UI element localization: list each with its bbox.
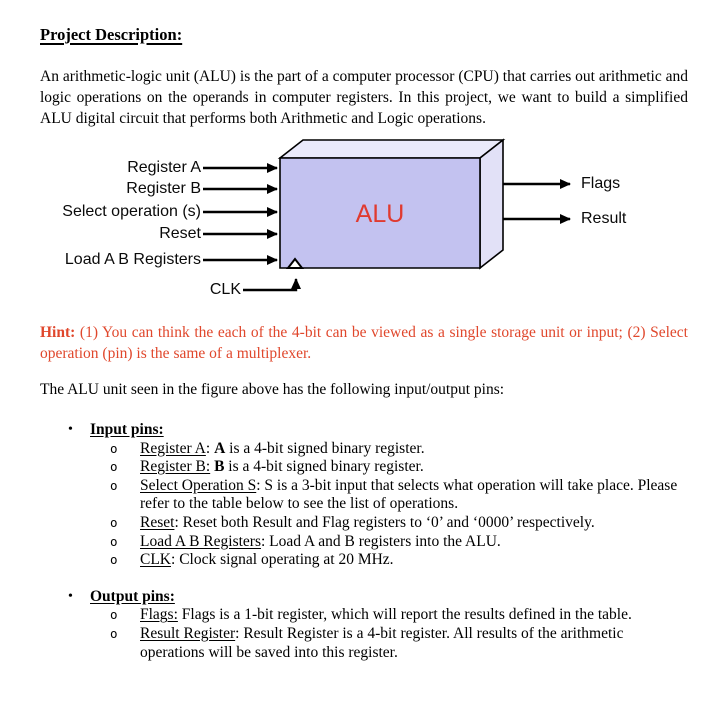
alu-box-top-face: [280, 140, 503, 158]
pin-description: Load A and B registers into the ALU.: [269, 532, 501, 550]
hint-paragraph: [40, 322, 688, 364]
pin-bold: A: [214, 439, 226, 457]
pin-term: Select Operation S: [140, 476, 257, 494]
pin-separator: :: [260, 532, 270, 550]
input-label-register-b: Register B: [126, 180, 201, 197]
pin-term: CLK: [140, 551, 171, 569]
output-label-flags: Flags: [581, 175, 621, 192]
pin-description: is a 4-bit signed binary register.: [224, 458, 424, 476]
page-title: Project Description:: [40, 25, 183, 44]
pin-item-load-registers: [110, 533, 688, 552]
sub-bullet-icon: o: [110, 625, 118, 641]
sub-bullet-icon: o: [110, 514, 118, 530]
alu-diagram: [40, 133, 688, 311]
pin-item-flags: [110, 606, 688, 625]
pin-description: S is a 3-bit input that selects what operation will take place. Please refer to the table below to see the list of operations.: [140, 476, 678, 513]
input-label-reset: Reset: [159, 225, 201, 242]
pin-item-reset: [110, 514, 688, 533]
sub-bullet-icon: o: [110, 459, 118, 475]
pin-separator: :: [235, 624, 244, 642]
output-label-result: Result: [581, 210, 627, 227]
pin-term: Reset: [140, 513, 175, 531]
pin-description: Clock signal operating at 20 MHz.: [179, 551, 394, 569]
pin-term: Result Register: [140, 624, 236, 642]
sub-bullet-icon: o: [110, 440, 118, 456]
pin-description: Reset both Result and Flag registers to ‘0’ and ‘0000’ respectively.: [182, 513, 595, 531]
sub-bullet-icon: o: [110, 607, 118, 623]
pin-item-result-register: [110, 625, 688, 662]
pins-intro: The ALU unit seen in the figure above has the following input/output pins:: [40, 381, 505, 398]
pin-term: Flags:: [140, 606, 178, 624]
pin-item-register-b: [110, 458, 688, 477]
alu-box-side-face: [480, 140, 503, 268]
pin-term: Load A B Registers: [140, 532, 261, 550]
pin-separator: :: [205, 439, 215, 457]
pin-separator: :: [171, 551, 180, 569]
pin-item-clk: [110, 551, 688, 570]
alu-block: [280, 140, 503, 268]
output-pins-heading-row: [68, 588, 688, 607]
pin-description: Flags is a 1-bit register, which will report the results defined in the table.: [181, 606, 632, 624]
intro-paragraph: An arithmetic-logic unit (ALU) is the part of a computer processor (CPU) that carries out arithmetic and logic operations on the operands in computer registers. In this project, we want to build a simplified ALU digital circuit that performs both Arithmetic and Logic operations.: [40, 68, 688, 127]
input-label-select-operation: Select operation (s): [62, 203, 201, 220]
input-pins-heading-row: [68, 421, 688, 440]
hint-text: (1) You can think the each of the 4-bit can be viewed as a single storage unit or input; (2) Select operation (pin) is the same of a multiplexer.: [40, 324, 688, 362]
input-pins-heading: Input pins:: [90, 421, 164, 438]
pin-bold: B: [214, 458, 225, 476]
input-label-register-a: Register A: [127, 159, 201, 176]
pin-separator: :: [256, 476, 265, 494]
pin-description: Result Register is a 4-bit register. All results of the arithmetic operations will be saved into this register.: [140, 624, 624, 661]
clk-arrow: [243, 279, 296, 290]
pin-separator: :: [174, 513, 183, 531]
sub-bullet-icon: o: [110, 552, 118, 568]
pin-item-select-operation: [110, 477, 688, 514]
hint-label: Hint:: [40, 324, 76, 341]
clk-label: CLK: [209, 281, 241, 298]
sub-bullet-icon: o: [110, 477, 118, 493]
pin-term: Register B:: [140, 458, 211, 476]
pin-term: Register A: [140, 439, 206, 457]
pin-item-register-a: [110, 440, 688, 459]
input-label-load-registers: Load A B Registers: [64, 251, 201, 268]
sub-bullet-icon: o: [110, 533, 118, 549]
pins-list: [40, 421, 688, 662]
output-arrows: [503, 184, 570, 219]
alu-block-label: ALU: [355, 200, 405, 228]
output-pins-heading: Output pins:: [90, 587, 175, 605]
pin-description: is a 4-bit signed binary register.: [225, 439, 425, 457]
bullet-icon: •: [68, 588, 73, 604]
bullet-icon: •: [68, 422, 73, 437]
